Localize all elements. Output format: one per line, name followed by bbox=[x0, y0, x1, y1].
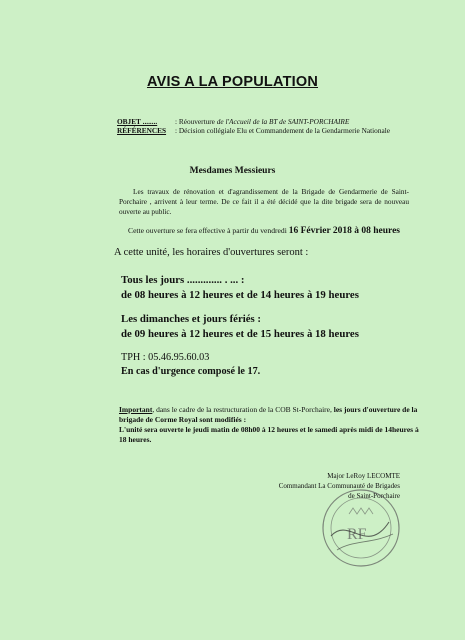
references-line bbox=[117, 126, 390, 135]
objet-value-italic: de l'Accueil de la BT de SAINT-PORCHAIRE bbox=[216, 117, 350, 126]
schedule-holidays-hours: de 09 heures à 12 heures et de 15 heures à 18 heures bbox=[121, 328, 359, 340]
page-title: AVIS A LA POPULATION bbox=[146, 74, 319, 90]
intro-paragraph: Les travaux de rénovation et d'agrandissement de la Brigade de Gendarmerie de Saint-Porchaire , arrivent à leur terme. De ce fait il a été décidé que la dite brigade sera de nouveau ouverte au public. bbox=[119, 187, 409, 216]
gendarmerie-stamp-icon bbox=[319, 486, 403, 570]
effective-date-line bbox=[128, 226, 400, 236]
important-bold-2: L'unité sera ouverte le jeudi matin de 08h00 à 12 heures et le samedi après midi de 14heures à 18 heures. bbox=[119, 425, 419, 444]
emergency-line bbox=[121, 365, 260, 379]
references-label: RÉFÉRENCES bbox=[117, 126, 167, 135]
effective-date: 16 Février 2018 à 08 heures bbox=[288, 226, 400, 236]
important-bold-1: les jours d'ouverture de la brigade de Corme Royal sont modifiés : bbox=[119, 405, 418, 424]
schedule-weekdays-hours: de 08 heures à 12 heures et de 14 heures à 19 heures bbox=[121, 289, 359, 301]
emergency-text: En cas d'urgence composé le 17. bbox=[121, 366, 261, 377]
objet-label: OBJET ........ bbox=[117, 117, 158, 126]
important-lead: Important bbox=[119, 405, 153, 414]
stamp-letters: RF bbox=[347, 526, 367, 543]
effective-text: Cette ouverture se fera effective à partir du vendredi bbox=[128, 226, 287, 235]
greeting: Mesdames Messieurs bbox=[189, 166, 276, 176]
schedule-intro: A cette unité, les horaires d'ouvertures seront : bbox=[114, 247, 309, 258]
schedule-weekdays-label: Tous les jours ............. . ... : bbox=[121, 274, 245, 286]
phone-number: TPH : 05.46.95.60.03 bbox=[121, 352, 210, 363]
schedule-holidays-label: Les dimanches et jours fériés : bbox=[121, 313, 262, 325]
signature-line-1: Major LeRoy LECOMTE bbox=[327, 472, 400, 480]
objet-value-prefix: : Réouverture bbox=[175, 117, 217, 126]
objet-line bbox=[117, 117, 349, 126]
signature-line-3: de Saint-Porchaire bbox=[348, 492, 400, 500]
references-value: : Décision collégiale Elu et Commandement de la Gendarmerie Nationale bbox=[175, 126, 390, 135]
signature-line-2: Commandant La Communauté de Brigades bbox=[278, 482, 400, 490]
important-text: , dans le cadre de la restructuration de la COB St-Porchaire, bbox=[152, 405, 334, 414]
important-notice bbox=[119, 405, 419, 445]
